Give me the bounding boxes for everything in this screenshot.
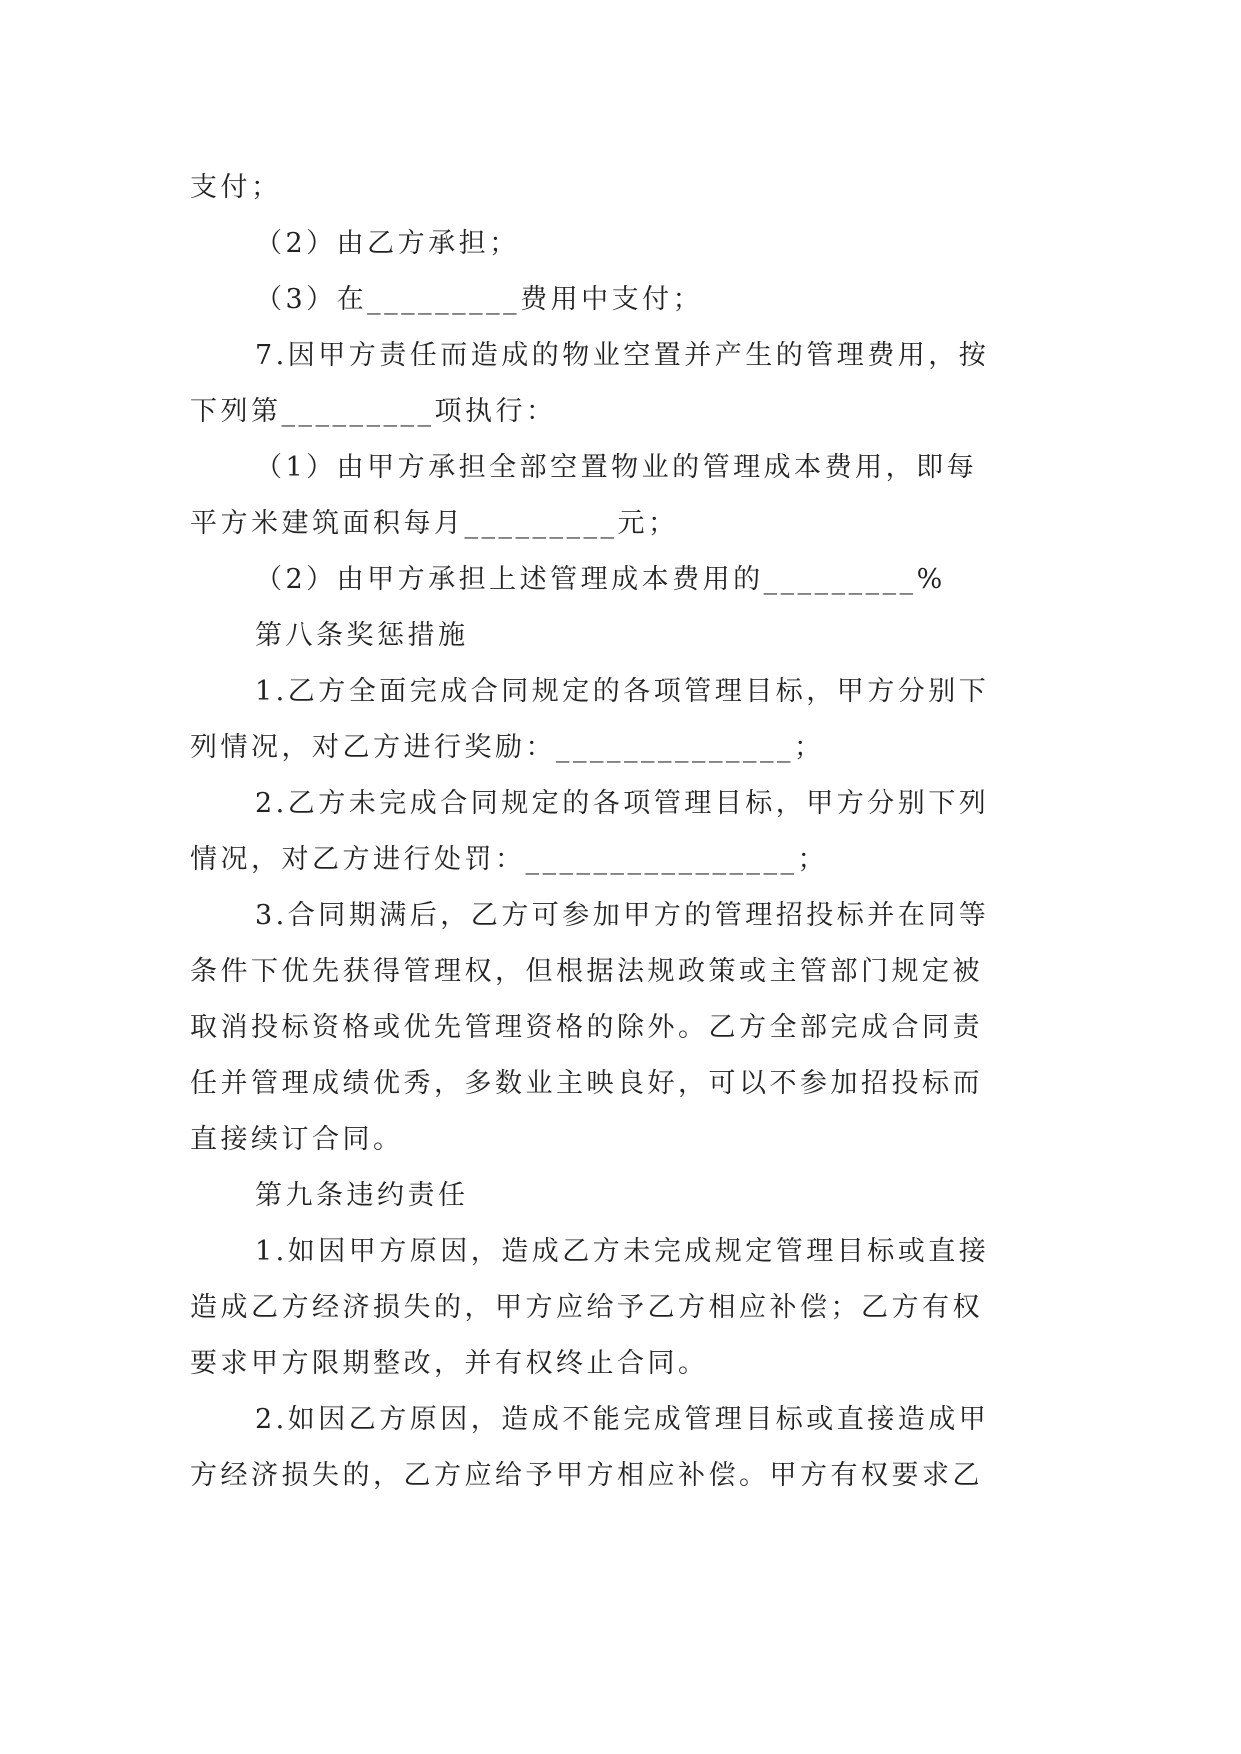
text-line: （1）由甲方承担全部空置物业的管理成本费用，即每 [255, 452, 978, 483]
text-line: 7.因甲方责任而造成的物业空置并产生的管理费用，按 [255, 340, 990, 371]
text-line: 直接续订合同。 [190, 1124, 404, 1155]
text-line: （3）在_________费用中支付； [255, 284, 704, 315]
text-line: 3.合同期满后，乙方可参加甲方的管理招投标并在同等 [255, 900, 990, 931]
text-line: （2）由乙方承担； [255, 228, 520, 259]
text-line: 取消投标资格或优先管理资格的除外。乙方全部完成合同责 [190, 1012, 983, 1043]
text-line: 方经济损失的，乙方应给予甲方相应补偿。甲方有权要求乙 [190, 1460, 983, 1491]
text-line: 1.乙方全面完成合同规定的各项管理目标，甲方分别下 [255, 676, 990, 707]
section-heading: 第八条奖惩措施 [255, 620, 469, 651]
text-line: 列情况，对乙方进行奖励：______________； [190, 732, 825, 763]
text-line: 2.如因乙方原因，造成不能完成管理目标或直接造成甲 [255, 1404, 990, 1435]
text-line: 1.如因甲方原因，造成乙方未完成规定管理目标或直接 [255, 1236, 990, 1267]
text-line: （2）由甲方承担上述管理成本费用的_________% [255, 564, 946, 595]
text-line: 条件下优先获得管理权，但根据法规政策或主管部门规定被 [190, 956, 983, 987]
text-line: 平方米建筑面积每月_________元； [190, 508, 679, 539]
section-heading: 第九条违约责任 [255, 1180, 469, 1211]
text-line: 要求甲方限期整改，并有权终止合同。 [190, 1348, 709, 1379]
text-line: 造成乙方经济损失的，甲方应给予乙方相应补偿；乙方有权 [190, 1292, 983, 1323]
text-line: 下列第_________项执行： [190, 396, 557, 427]
text-line: 情况，对乙方进行处罚：________________； [190, 844, 828, 875]
text-line: 2.乙方未完成合同规定的各项管理目标，甲方分别下列 [255, 788, 990, 819]
text-line: 支付； [190, 172, 282, 203]
text-line: 任并管理成绩优秀，多数业主映良好，可以不参加招投标而 [190, 1068, 983, 1099]
